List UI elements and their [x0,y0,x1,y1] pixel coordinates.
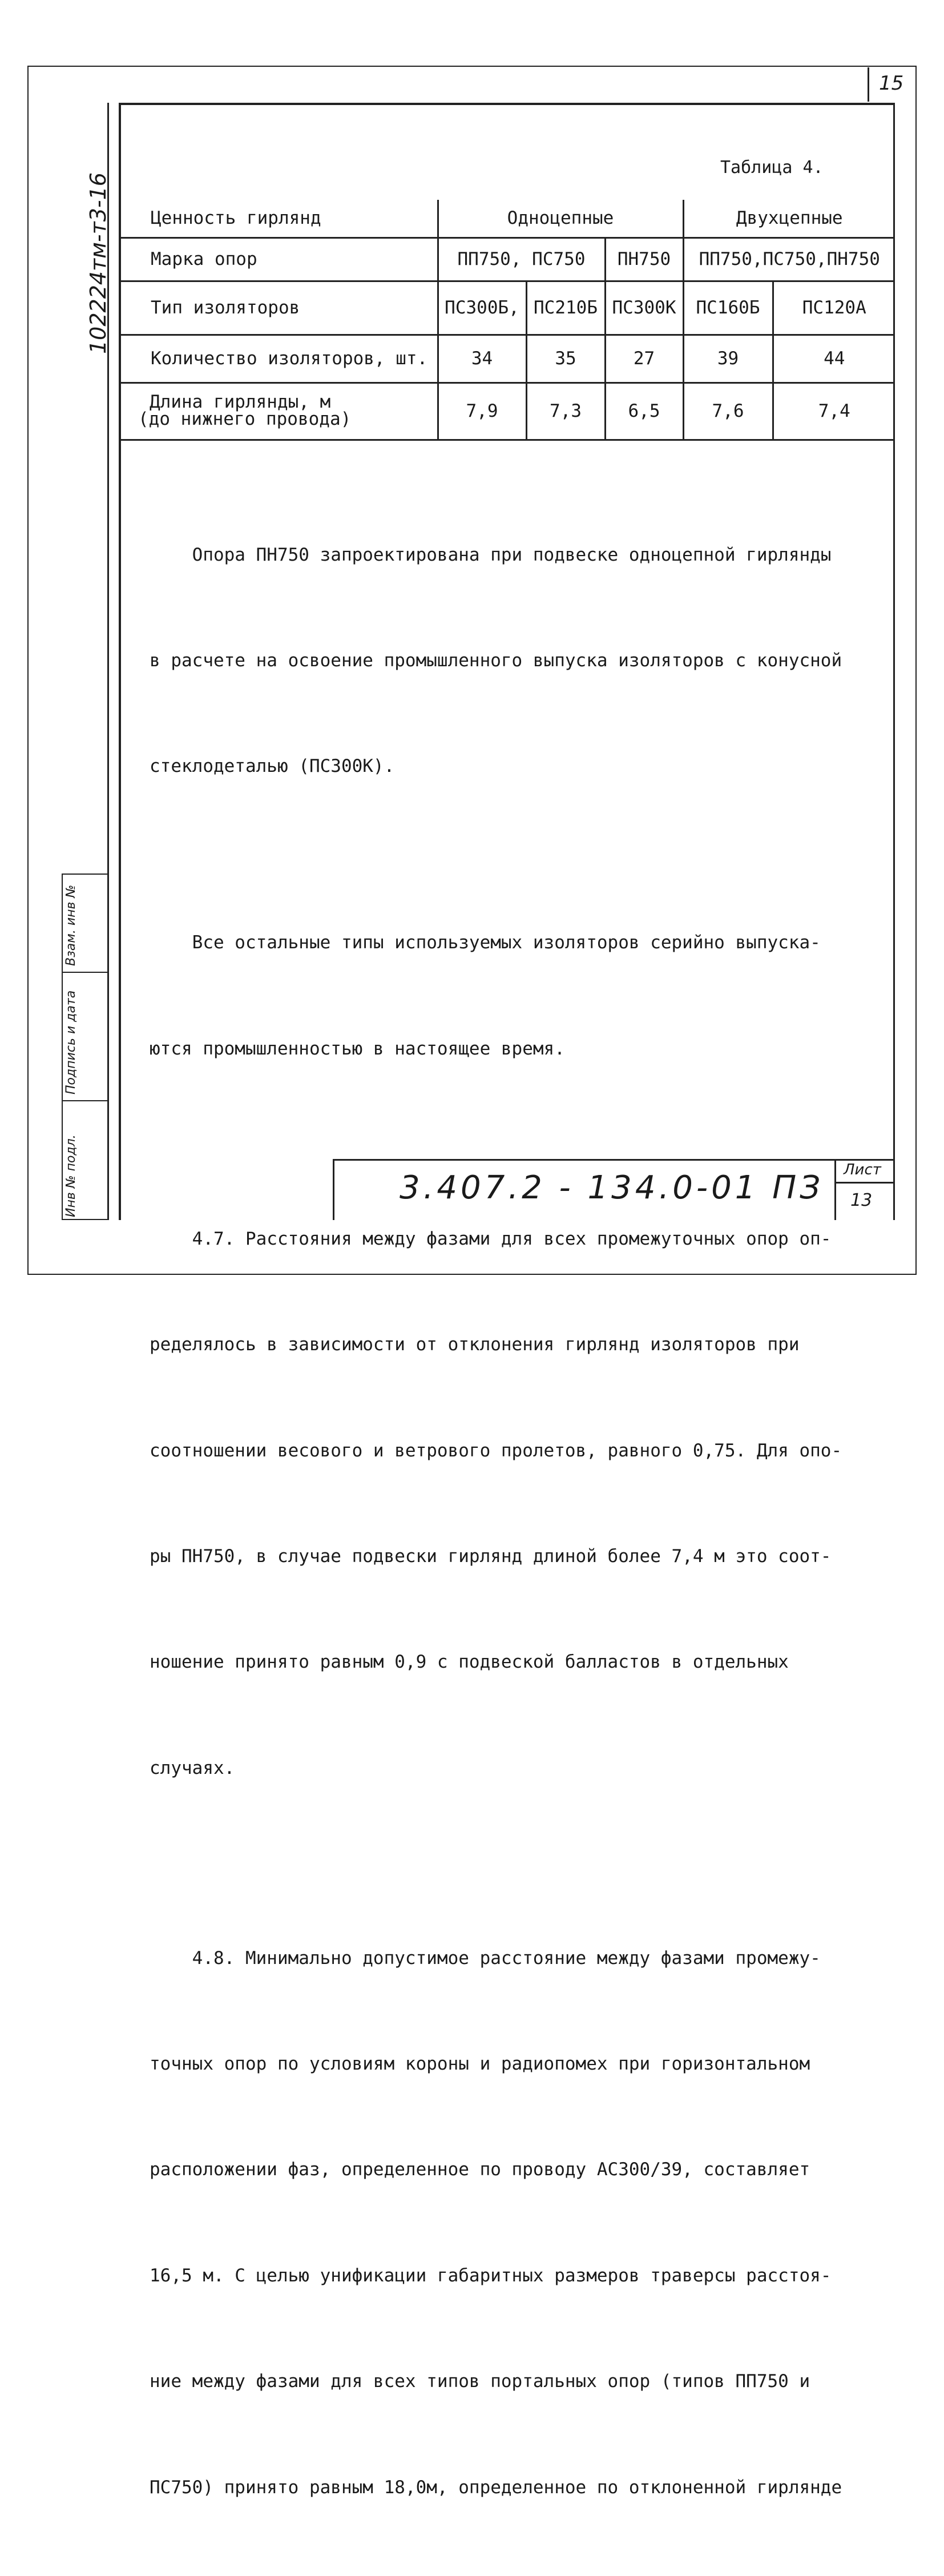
row-label: Ценность гирлянд [121,200,438,238]
signature-date-label: Подпись и дата [64,990,78,1094]
table-row [121,281,895,335]
table-row [121,200,895,238]
text-line: Все остальные типы используемых изоляторов серийно выпуска- [150,932,821,953]
replacement-inventory-label: Взам. инв № [64,884,78,966]
text-line: 4.8. Минимально допустимое расстояние между фазами промежу- [150,1947,821,1969]
table-cell: Одноцепные [438,200,683,238]
table-cell: ПС300Б, [438,281,526,335]
text-line: точных опор по условиям короны и радиопомех при горизонтальном [150,2054,810,2075]
sheet-number: 13 [850,1190,873,1210]
text-line: ры ПН750, в случае подвески гирлянд длиной более 7,4 м это соот- [150,1545,832,1567]
table-cell: 7,4 [773,383,895,440]
text-line: в расчете на освоение промышленного выпуска изоляторов с конусной [150,650,842,671]
table-cell: 6,5 [605,383,683,440]
table-row [121,238,895,281]
text-line: ределялось в зависимости от отклонения гирлянд изоляторов при [150,1334,800,1355]
row-label-line-2: (до нижнего провода) [138,408,352,429]
title-block-sheet-row-divider [834,1182,895,1184]
signature-strip [62,874,108,1220]
table-cell: 39 [683,335,773,383]
table-cell: 34 [438,335,526,383]
table-cell: 44 [773,335,895,383]
row-label-line-1: Длина гирлянды, м [150,391,331,412]
table-cell: ПП750, ПС750 [438,238,605,281]
document-code: 3.407.2 - 134.0-01 ПЗ [400,1169,824,1206]
text-line: стеклодеталью (ПС300К). [150,756,395,777]
page-number: 15 [879,72,904,95]
text-line: ношение принято равным 0,9 с подвеской балластов в отдельных [150,1652,789,1673]
paragraph [150,467,863,855]
paragraph [150,1870,863,2576]
text-line: соотношении весового и ветрового пролетов, равного 0,75. Для опо- [150,1440,842,1461]
table-cell: 35 [526,335,605,383]
table-caption: Таблица 4. [720,158,824,178]
text-line: Опора ПН750 запроектирована при подвеске одноцепной гирлянды [150,544,832,565]
row-label-line [138,393,351,428]
text-line: ние между фазами для всех типов портальных опор (типов ПП750 и [150,2371,810,2392]
paragraph [150,1151,863,1857]
inventory-number-label: Инв № подл. [64,1134,78,1217]
signature-strip-divider [63,972,107,973]
text-line: 4.7. Расстояния между фазами для всех промежуточных опор оп- [150,1228,832,1249]
table-cell: 7,3 [526,383,605,440]
row-label: Марка опор [121,238,438,281]
row-label: Тип изоляторов [121,281,438,335]
table-cell: 7,9 [438,383,526,440]
text-line: ПС750) принято равным 18,0м, определенное по отклоненной гирлянде [150,2477,842,2498]
text-line: случаях. [150,1757,235,1778]
body-text [150,467,863,2576]
signature-strip-divider [63,1100,107,1101]
table-cell: ПС160Б [683,281,773,335]
sheet-label: Лист [844,1161,881,1178]
title-block-sheet-divider [834,1159,836,1220]
row-label [121,383,438,440]
text-line: ются промышленностью в настоящее время. [150,1038,565,1059]
table-cell: ПП750,ПС750,ПН750 [683,238,895,281]
table-row [121,335,895,383]
paragraph [150,855,863,1137]
table-cell: 7,6 [683,383,773,440]
side-document-code: 102224тм-т3-16 [86,172,111,354]
text-line: 16,5 м. С целью унификации габаритных размеров траверсы расстоя- [150,2265,832,2286]
table-cell: 27 [605,335,683,383]
table-cell: Двухцепные [683,200,895,238]
table-cell: ПС210Б [526,281,605,335]
table-cell: ПС300К [605,281,683,335]
insulator-table [121,200,895,441]
table-row [121,383,895,440]
table-cell: ПС120А [773,281,895,335]
text-line: расположении фаз, определенное по проводу АС300/39, составляет [150,2159,810,2180]
table-cell: ПН750 [605,238,683,281]
row-label: Количество изоляторов, шт. [121,335,438,383]
